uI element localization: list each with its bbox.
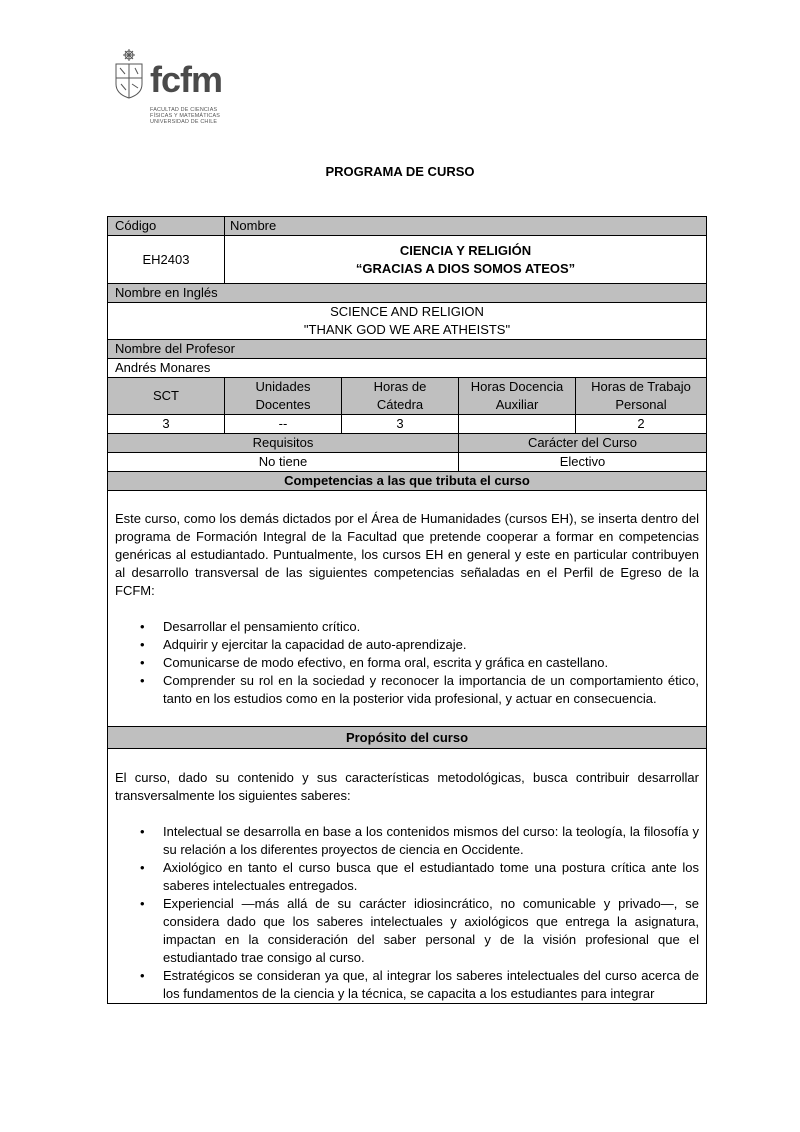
units-value-catedra: 3 (342, 415, 459, 434)
list-item: • Experiencial —más allá de su carácter idiosincrático, no comunicable y privado—, se considera dado que los saberes intelectuales y axiológicos que entrega la asignatura, impactan en la consideración del saber personal y de la visión profesional que el estudiantado trae consigo al curso. (163, 895, 699, 967)
proposito-list (115, 823, 699, 1003)
proposito-heading: Propósito del curso (108, 727, 707, 749)
logo-wordmark: fcfm (150, 59, 223, 100)
units-value-unidades: -- (225, 415, 342, 434)
list-item: • Comunicarse de modo efectivo, en forma oral, escrita y gráfica en castellano. (163, 654, 699, 672)
english-name-label: Nombre en Inglés (108, 284, 707, 303)
course-type-value: Electivo (459, 453, 707, 472)
units-header-unidades: Unidades Docentes (225, 378, 342, 415)
university-crest-icon (113, 48, 145, 100)
competencias-list (115, 618, 699, 708)
competencias-paragraph: Este curso, como los demás dictados por el Área de Humanidades (cursos EH), se inserta dentro del programa de Formación Integral de la Facultad que pretende cooperar a formar en competencias genéricas al estudiantado. Puntualmente, los cursos EH en general y este en particular contribuyen al desarrollo transversal de las siguientes competencias señaladas en el Perfil de Egreso de la FCFM: (115, 511, 699, 598)
faculty-logo (113, 48, 243, 128)
list-item: • Desarrollar el pensamiento crítico. (163, 618, 699, 636)
list-item: • Estratégicos se consideran ya que, al integrar los saberes intelectuales del curso acerca de los fundamentos de la ciencia y la técnica, se capacita a los estudiantes para integrar (163, 967, 699, 1003)
units-header-personal: Horas de Trabajo Personal (576, 378, 707, 415)
course-name: CIENCIA Y RELIGIÓN “GRACIAS A DIOS SOMOS ATEOS” (225, 236, 707, 284)
units-header-auxiliar: Horas Docencia Auxiliar (459, 378, 576, 415)
name-label: Nombre (230, 218, 277, 233)
competencias-section (108, 491, 707, 727)
english-name: SCIENCE AND RELIGION "THANK GOD WE ARE ATHEISTS" (108, 303, 707, 340)
requirements-label: Requisitos (108, 434, 459, 453)
list-item: • Adquirir y ejercitar la capacidad de auto-aprendizaje. (163, 636, 699, 654)
proposito-section (108, 749, 707, 1004)
professor-name: Andrés Monares (108, 359, 707, 378)
units-value-auxiliar (459, 415, 576, 434)
professor-label: Nombre del Profesor (108, 340, 707, 359)
units-header-sct: SCT (108, 378, 225, 415)
logo-subtitle: FACULTAD DE CIENCIAS FÍSICAS Y MATEMÁTICAS UNIVERSIDAD DE CHILE (150, 107, 221, 125)
competencias-heading: Competencias a las que tributa el curso (108, 472, 707, 491)
course-type-label: Carácter del Curso (459, 434, 707, 453)
requirements-value: No tiene (108, 453, 459, 472)
units-value-personal: 2 (576, 415, 707, 434)
list-item: • Comprender su rol en la sociedad y reconocer la importancia de un comportamiento ético, tanto en los estudios como en la posterior vida profesional, y actuar en consecuencia. (163, 672, 699, 708)
list-item: • Intelectual se desarrolla en base a los contenidos mismos del curso: la teología, la filosofía y su relación a los diferentes proyectos de ciencia en Occidente. (163, 823, 699, 859)
code-label: Código (108, 217, 225, 236)
page-title: PROGRAMA DE CURSO (325, 164, 475, 179)
units-value-sct: 3 (108, 415, 225, 434)
course-program-table (107, 216, 707, 1004)
course-code: EH2403 (108, 236, 225, 284)
proposito-paragraph: El curso, dado su contenido y sus características metodológicas, busca contribuir desarrollar transversalmente los siguientes saberes: (115, 770, 699, 803)
list-item: • Axiológico en tanto el curso busca que el estudiantado tome una postura crítica ante los saberes intelectuales entregados. (163, 859, 699, 895)
units-header-catedra: Horas de Cátedra (342, 378, 459, 415)
